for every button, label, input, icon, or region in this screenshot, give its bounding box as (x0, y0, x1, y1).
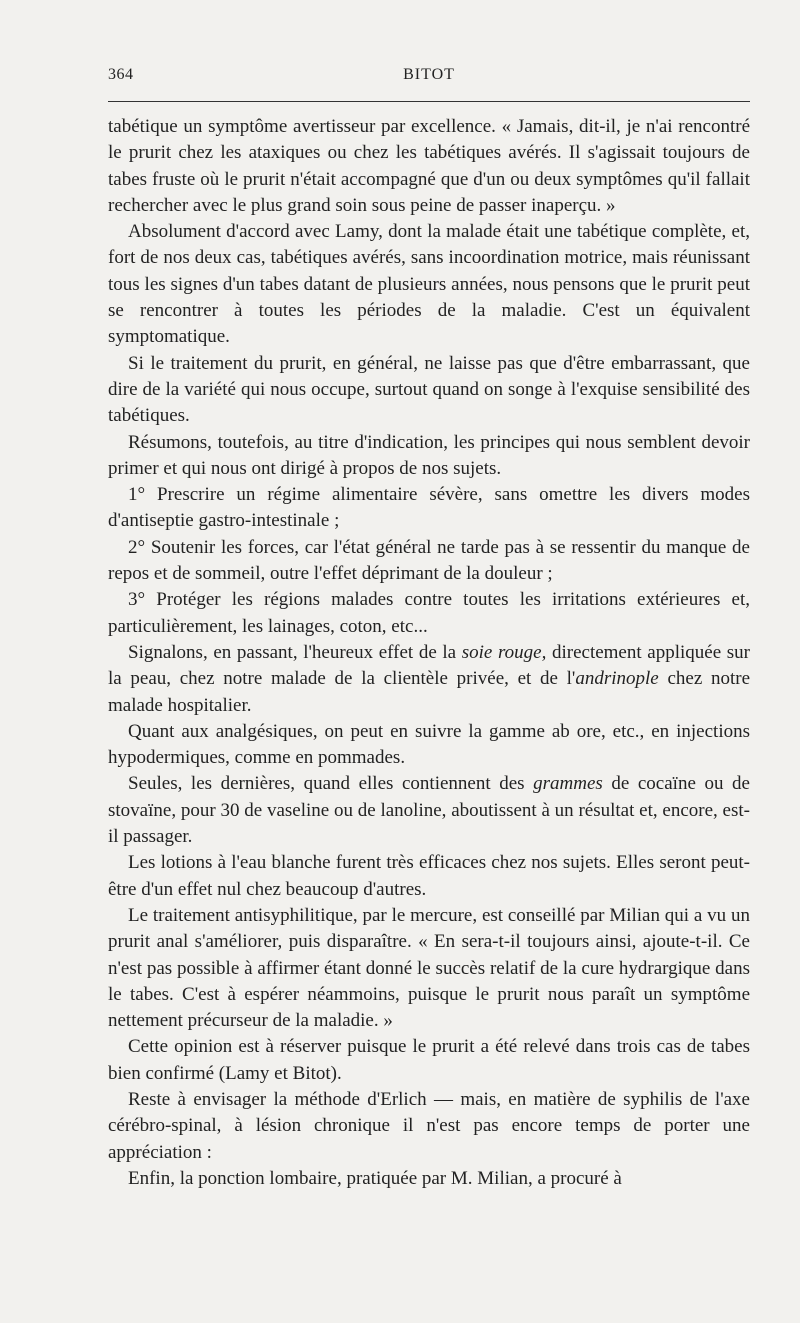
paragraph-4: Résumons, toutefois, au titre d'indication, les principes qui nous semblent devoir primer et qui nous ont dirigé à propos de nos sujets. (108, 431, 750, 479)
paragraph-3: Si le traitement du prurit, en général, ne laisse pas que d'être embarrassant, que dire de la variété qui nous occupe, surtout quand on songe à l'exquise sensibilité des tabétiques. (108, 352, 750, 427)
running-title: BITOT (403, 66, 455, 83)
page-number: 364 (108, 66, 134, 83)
paragraph-10: Seules, les dernières, quand elles contiennent des grammes de cocaïne ou de stovaïne, pour 30 de vaseline ou de lanoline, aboutissent à un résultat et, encore, est-il passager. (108, 773, 750, 848)
paragraph-11: Les lotions à l'eau blanche furent très efficaces chez nos sujets. Elles seront peut-être d'un effet nul chez beaucoup d'autres. (108, 852, 750, 900)
paragraph-13: Cette opinion est à réserver puisque le prurit a été relevé dans trois cas de tabes bien confirmé (Lamy et Bitot). (108, 1036, 750, 1084)
paragraph-7: 3° Protéger les régions malades contre toutes les irritations extérieures et, particulièrement, les lainages, coton, etc... (108, 589, 750, 637)
running-head (108, 62, 750, 92)
paragraph-6: 2° Soutenir les forces, car l'état général ne tarde pas à se ressentir du manque de repos et de sommeil, outre l'effet déprimant de la douleur ; (108, 536, 750, 585)
paragraph-8: Signalons, en passant, l'heureux effet de la soie rouge, directement appliquée sur la peau, chez notre malade de la clientèle privée, et de l'andrinople chez notre malade hospitalier. (108, 641, 750, 716)
italic-term-andrinople: andrinople (575, 668, 659, 690)
header-rule (108, 101, 750, 102)
paragraph-15: Enfin, la ponction lombaire, pratiquée par M. Milian, a procuré à (128, 1167, 622, 1189)
paragraph-12: Le traitement antisyphilitique, par le mercure, est conseillé par Milian qui a vu un prurit anal s'améliorer, puis disparaître. « En sera-t-il toujours ainsi, ajoute-t-il. Ce n'est pas possible à affirmer étant donné le succès relatif de la cure hydrargique dans le tabes. C'est à espérer néammoins, puisque le prurit nous paraît un symptôme nettement précurseur de la maladie. » (108, 904, 750, 1032)
body-text (108, 114, 750, 1192)
paragraph-2: Absolument d'accord avec Lamy, dont la malade était une tabétique complète, et, fort de nos deux cas, tabétiques avérés, sans incoordination motrice, mais réunissant tous les signes d'un tabes datant de plusieurs années, nous pensons que le prurit peut se rencontrer à toutes les périodes de la maladie. C'est un équivalent symptomatique. (108, 221, 750, 348)
paragraph-5: 1° Prescrire un régime alimentaire sévère, sans omettre les divers modes d'antiseptie gastro-intestinale ; (108, 484, 750, 532)
italic-term-grammes: grammes (533, 773, 603, 795)
paragraph-1: tabétique un symptôme avertisseur par excellence. « Jamais, dit-il, je n'ai rencontré le prurit chez les ataxiques ou chez les tabétiques avérés. Il s'agissait toujours de tabes fruste où le prurit n'était accompagné que d'un ou deux symptômes qu'il fallait rechercher avec le plus grand soin sous peine de passer inaperçu. » (108, 116, 750, 216)
paragraph-9: Quant aux analgésiques, on peut en suivre la gamme ab ore, etc., en injections hypodermiques, comme en pommades. (108, 720, 750, 769)
paragraph-14: Reste à envisager la méthode d'Erlich — mais, en matière de syphilis de l'axe cérébro-spinal, à lésion chronique il n'est pas encore temps de porter une appréciation : (108, 1088, 750, 1163)
italic-term-soie-rouge: soie rouge, (461, 641, 547, 663)
